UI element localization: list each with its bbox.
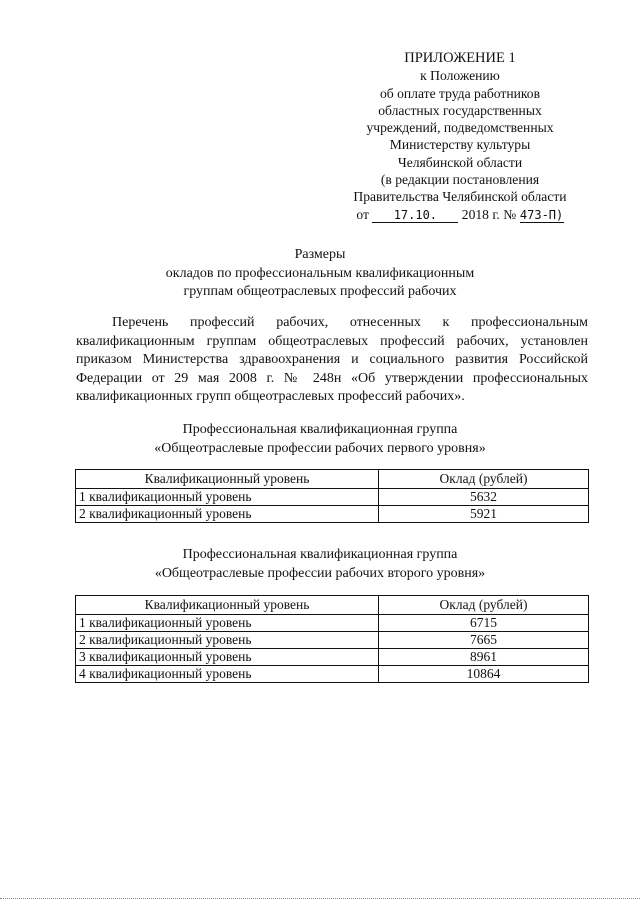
- group-1-title: [60, 421, 580, 458]
- level-cell: 4 квалификационный уровень: [76, 666, 379, 683]
- group-1-table: [75, 469, 589, 523]
- group-title-line: «Общеотраслевые профессии рабочих второго уровня»: [154, 565, 486, 581]
- appendix-line: к Положению: [420, 68, 500, 84]
- table-row: [76, 506, 589, 523]
- group-title-line: «Общеотраслевые профессии рабочих первого уровня»: [154, 440, 486, 456]
- level-cell: 1 квалификационный уровень: [76, 489, 379, 506]
- table-row: [76, 489, 589, 506]
- table-header-row: [76, 470, 589, 489]
- year-text: 2018 г. №: [461, 206, 517, 222]
- heading-line: группам общеотраслевых профессий рабочих: [183, 284, 457, 299]
- appendix-line: об оплате труда работников: [379, 85, 541, 101]
- appendix-header: [320, 50, 600, 223]
- heading-line: Размеры: [294, 247, 346, 262]
- appendix-title: ПРИЛОЖЕНИЕ 1: [404, 50, 516, 66]
- salary-cell: 6715: [379, 615, 589, 632]
- column-header-salary: Оклад (рублей): [379, 596, 589, 615]
- scan-edge-divider: [0, 898, 640, 899]
- level-cell: 3 квалификационный уровень: [76, 649, 379, 666]
- date-prefix: от: [356, 206, 369, 222]
- appendix-line: Челябинской области: [397, 154, 523, 170]
- group-title-line: Профессиональная квалификационная группа: [182, 422, 458, 437]
- table-row: [76, 615, 589, 632]
- table-row: [76, 649, 589, 666]
- salary-cell: 10864: [379, 666, 589, 683]
- appendix-line: учреждений, подведомственных: [366, 120, 554, 136]
- column-header-level: Квалификационный уровень: [76, 596, 379, 615]
- appendix-line: Правительства Челябинской области: [353, 189, 567, 205]
- resolution-date-line: [320, 206, 600, 223]
- level-cell: 2 квалификационный уровень: [76, 632, 379, 649]
- table-row: [76, 632, 589, 649]
- level-cell: 1 квалификационный уровень: [76, 615, 379, 632]
- salary-cell: 8961: [379, 649, 589, 666]
- column-header-level: Квалификационный уровень: [76, 470, 379, 489]
- table-row: [76, 666, 589, 683]
- appendix-line: (в редакции постановления: [380, 172, 540, 188]
- level-cell: 2 квалификационный уровень: [76, 506, 379, 523]
- resolution-number: 473-П): [519, 207, 564, 222]
- resolution-date: 17.10.: [372, 208, 458, 223]
- group-2-title: [60, 546, 580, 583]
- salary-cell: 5632: [379, 489, 589, 506]
- heading-line: окладов по профессиональным квалификационным: [165, 265, 475, 281]
- appendix-line: Министерству культуры: [389, 137, 531, 153]
- document-heading: [60, 246, 580, 302]
- group-2-table: [75, 595, 589, 683]
- group-title-line: Профессиональная квалификационная группа: [182, 547, 458, 562]
- salary-cell: 5921: [379, 506, 589, 523]
- column-header-salary: Оклад (рублей): [379, 470, 589, 489]
- intro-paragraph: Перечень профессий рабочих, отнесенных к профессиональным квалификационным группам общеотраслевых профессий рабочих, установлен приказом Министерства здравоохранения и социального развития Российской Федерации от 29 мая 2008 г. № 248н «Об утверждении профессиональных квалификационных групп общеотраслевых профессий рабочих».: [76, 315, 588, 404]
- salary-cell: 7665: [379, 632, 589, 649]
- appendix-line: областных государственных: [378, 102, 542, 118]
- table-header-row: [76, 596, 589, 615]
